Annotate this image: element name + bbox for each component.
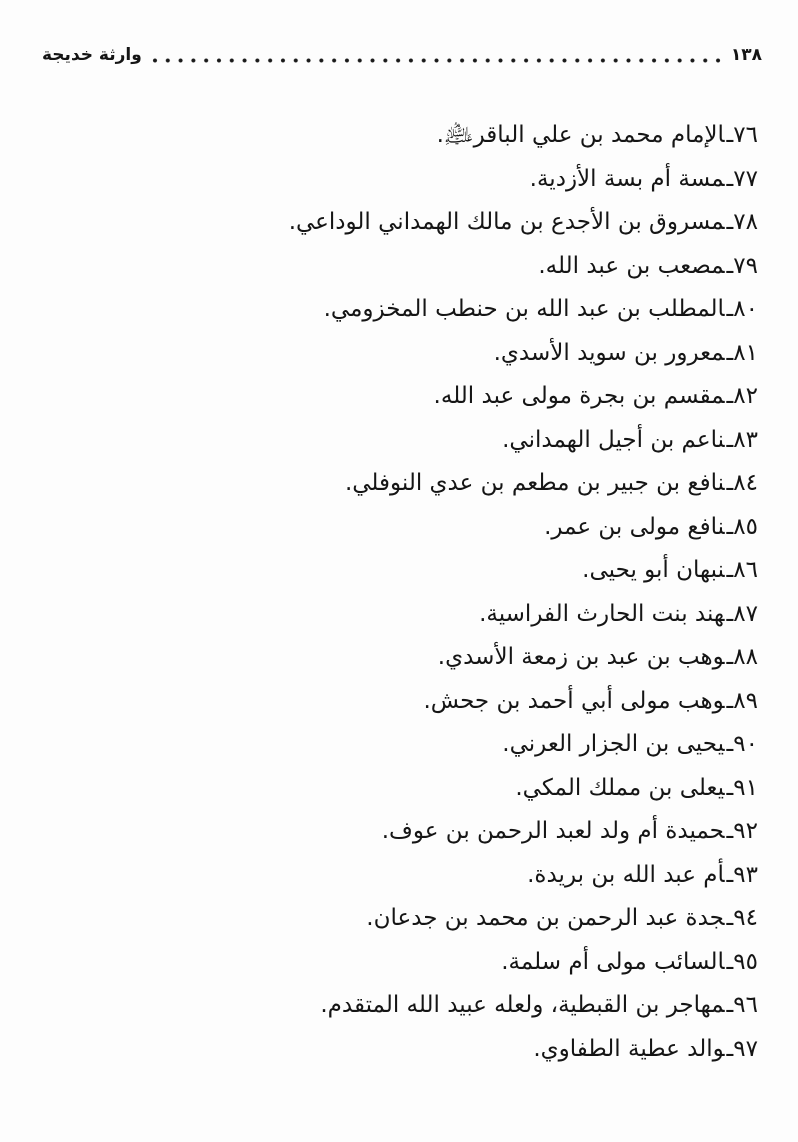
item-name: نبهان أبو يحيى. [582,557,725,583]
item-name: نافع مولى بن عمر. [544,513,725,540]
item-number: ٩٤ [733,905,758,931]
item-separator: ـ [726,905,734,931]
item-name: معرور بن سويد الأسدي. [493,339,725,366]
item-name: وهب مولى أبي أحمد بن جحش. [423,687,725,714]
list-item [30,201,758,245]
item-number: ٨١ [733,339,758,366]
item-number: ٧٩ [733,252,758,279]
item-number: ٧٧ [733,165,758,192]
list-item [30,723,758,767]
item-number: ٨٩ [733,687,758,714]
list-item [30,767,758,811]
item-separator: ـ [726,122,734,148]
list-item [30,897,758,941]
list-item [30,245,758,289]
item-number: ٨٢ [733,383,758,409]
item-separator: ـ [726,948,734,975]
item-number: ٩٣ [733,861,758,888]
page-header [42,42,762,68]
item-separator: ـ [726,731,734,757]
item-name: ناعم بن أجيل الهمداني. [502,426,725,453]
list-item [30,593,758,637]
item-separator: ـ [726,252,734,279]
item-number: ٩١ [733,774,758,801]
item-separator: ـ [726,1035,734,1062]
item-separator: ـ [726,513,734,540]
item-name: يحيى بن الجزار العرني. [502,731,725,757]
item-name: والد عطية الطفاوي. [533,1035,725,1062]
item-number: ٩٠ [733,731,758,757]
name-list [30,114,758,1071]
item-number: ٨٣ [733,426,758,453]
item-name: هند بنت الحارث الفراسية. [479,600,725,627]
list-item [30,1028,758,1072]
item-number: ٧٨ [733,209,758,235]
dotted-leader [151,58,722,63]
list-item [30,462,758,506]
item-name: نافع بن جبير بن مطعم بن عدي النوفلي. [344,470,725,496]
item-number: ٨٥ [733,513,758,540]
list-item [30,549,758,593]
item-name: السائب مولى أم سلمة. [501,948,725,975]
item-name: حميدة أم ولد لعبد الرحمن بن عوف. [381,818,725,844]
item-name: أم عبد الله بن بريدة. [527,861,725,888]
item-separator: ـ [726,426,734,453]
list-item [30,854,758,898]
list-item [30,680,758,724]
item-separator: ـ [726,600,734,627]
list-item [30,506,758,550]
item-number: ٨٤ [733,470,758,496]
item-name: مقسم بن بجرة مولى عبد الله. [433,383,725,409]
item-separator: ـ [726,383,734,409]
item-separator: ـ [726,557,734,583]
item-separator: ـ [726,992,734,1018]
item-separator: ـ [726,470,734,496]
item-name: مهاجر بن القبطية، ولعله عبيد الله المتقدم. [320,992,725,1018]
list-item [30,114,758,158]
item-number: ٨٦ [733,557,758,583]
item-name: يعلى بن مملك المكي. [515,774,725,801]
list-item [30,288,758,332]
list-item [30,636,758,680]
item-name: مصعب بن عبد الله. [538,252,725,279]
item-number: ٨٠ [733,296,758,322]
item-separator: ـ [726,209,734,235]
book-title: وارثة خديجة [42,45,142,65]
item-number: ٩٦ [733,992,758,1018]
list-item [30,941,758,985]
item-number: ٩٥ [733,948,758,975]
item-name: المطلب بن عبد الله بن حنطب المخزومي. [323,296,725,322]
list-item [30,332,758,376]
item-separator: ـ [726,165,734,192]
item-number: ٩٧ [733,1035,758,1062]
item-separator: ـ [726,296,734,322]
page-number: ١٣٨ [730,45,762,65]
item-separator: ـ [726,339,734,366]
item-number: ٨٧ [733,600,758,627]
item-separator: ـ [726,687,734,714]
item-name: جدة عبد الرحمن بن محمد بن جدعان. [366,905,725,931]
item-number: ٧٦ [733,122,758,148]
list-item [30,984,758,1028]
item-number: ٩٢ [733,818,758,844]
item-number: ٨٨ [733,644,758,670]
item-name: مسة أم بسة الأزدية. [529,165,725,192]
item-name: مسروق بن الأجدع بن مالك الهمداني الوداعي. [288,209,725,235]
item-name: وهب بن عبد بن زمعة الأسدي. [437,644,725,670]
list-item [30,810,758,854]
item-separator: ـ [726,861,734,888]
item-separator: ـ [726,818,734,844]
list-item [30,375,758,419]
item-separator: ـ [726,644,734,670]
list-item [30,419,758,463]
item-separator: ـ [726,774,734,801]
item-name: الإمام محمد بن علي الباقر﵇. [436,122,725,148]
list-item [30,158,758,202]
